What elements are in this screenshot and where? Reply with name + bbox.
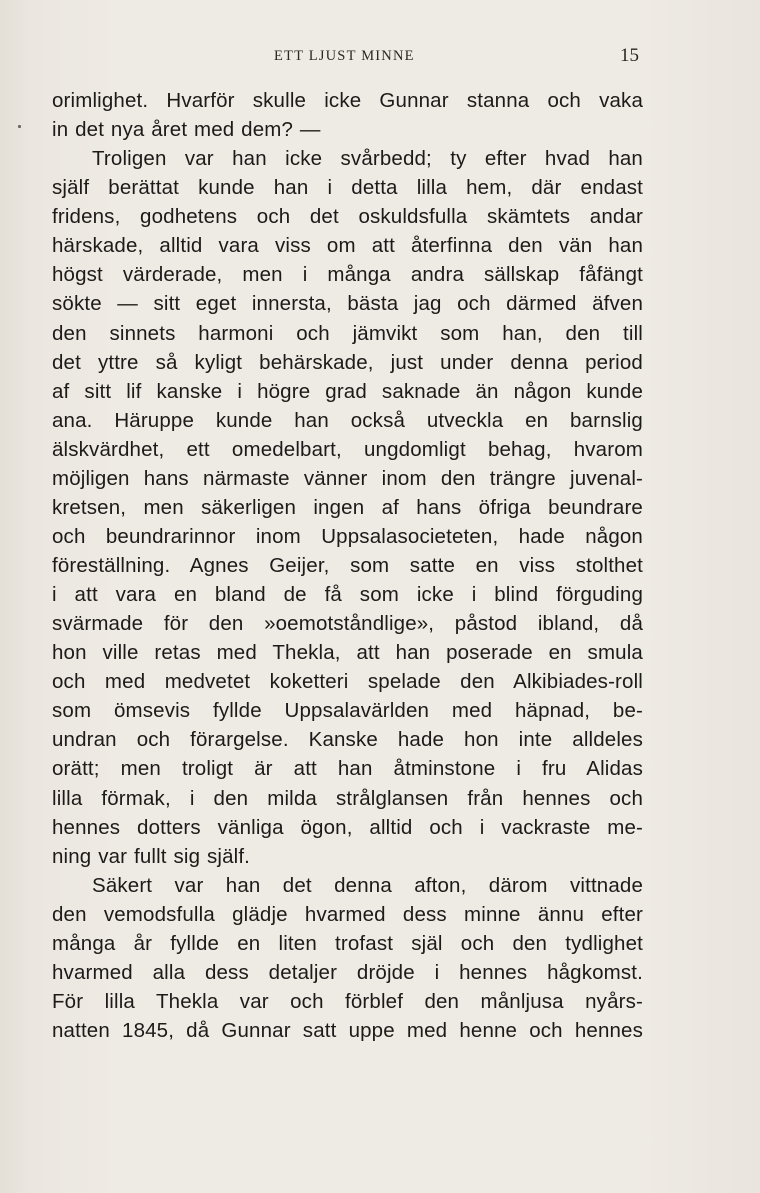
text-line: lilla förmak, i den milda strålglansen från hennes och: [52, 786, 643, 810]
text-line: som ömsevis fyllde Uppsalavärlden med häpnad, be-: [52, 699, 643, 723]
running-head: [0, 45, 760, 70]
page-number: 15: [620, 45, 639, 66]
text-line: Troligen var han icke svårbedd; ty efter hvad han: [92, 147, 643, 171]
text-line: hennes dotters vänliga ögon, alltid och i vackraste me-: [52, 815, 643, 839]
body-text: [52, 86, 643, 1045]
text-line: fridens, godhetens och det oskuldsfulla skämtets andar: [52, 205, 643, 229]
text-line: och beundrarinnor inom Uppsalasocieteten, hade någon: [52, 524, 643, 548]
text-line: det yttre så kyligt behärskade, just under denna period: [52, 350, 643, 374]
text-line: i att vara en bland de få som icke i blind förguding: [52, 583, 643, 607]
text-line: ning var fullt sig själf.: [52, 844, 251, 868]
text-line: svärmade för den »oemotståndlige», påstod ibland, då: [52, 612, 643, 636]
text-line: möjligen hans närmaste vänner inom den trängre juvenal-: [52, 466, 643, 490]
text-line: hvarmed alla dess detaljer dröjde i hennes hågkomst.: [52, 960, 643, 984]
text-line: undran och förargelse. Kanske hade hon inte alldeles: [52, 728, 643, 752]
text-line: högst värderade, men i många andra sällskap fåfängt: [52, 263, 643, 287]
text-line: orätt; men troligt är att han åtminstone i fru Alidas: [52, 757, 643, 781]
text-line: orimlighet. Hvarför skulle icke Gunnar stanna och vaka: [52, 89, 643, 112]
text-line: många år fyllde en liten trofast själ och den tydlighet: [52, 931, 643, 955]
text-line: föreställning. Agnes Geijer, som satte en viss stolthet: [52, 554, 643, 577]
text-line: sökte — sitt eget innersta, bästa jag och därmed äfven: [52, 292, 643, 316]
margin-mark: [18, 125, 21, 128]
text-line: ana. Häruppe kunde han också utveckla en barnslig: [52, 408, 643, 432]
text-line: natten 1845, då Gunnar satt uppe med henne och hennes: [52, 1019, 643, 1042]
text-line: in det nya året med dem? —: [52, 118, 321, 142]
text-line: Säkert var han det denna afton, därom vittnade: [92, 873, 643, 897]
text-line: kretsen, men säkerligen ingen af hans öfriga beundrare: [52, 495, 643, 519]
text-line: af sitt lif kanske i högre grad saknade än någon kunde: [52, 379, 643, 403]
text-line: den sinnets harmoni och jämvikt som han, den till: [52, 321, 643, 345]
text-line: hon ville retas med Thekla, att han poserade en smula: [52, 641, 643, 665]
running-title: ETT LJUST MINNE: [274, 48, 415, 64]
text-line: och med medvetet koketteri spelade den Alkibiades-roll: [52, 670, 643, 694]
text-line: härskade, alltid vara viss om att återfinna den vän han: [52, 234, 643, 258]
text-line: För lilla Thekla var och förblef den månljusa nyårs-: [52, 989, 643, 1013]
text-line: den vemodsfulla glädje hvarmed dess minne ännu efter: [52, 902, 643, 926]
text-line: älskvärdhet, ett omedelbart, ungdomligt behag, hvarom: [52, 437, 643, 461]
text-line: själf berättat kunde han i detta lilla hem, där endast: [52, 176, 643, 200]
